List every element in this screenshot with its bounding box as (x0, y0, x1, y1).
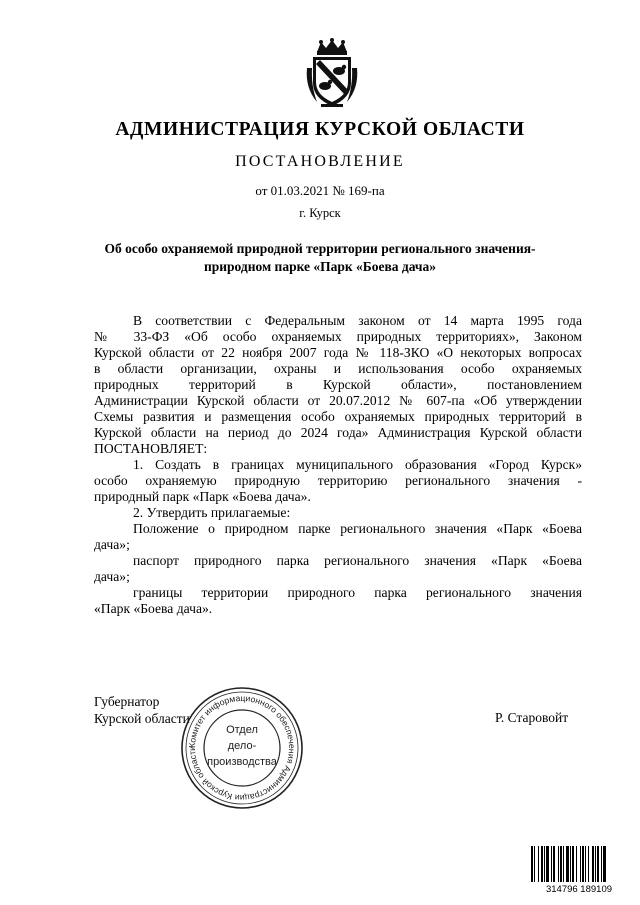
body-line: № 33-ФЗ «Об особо охраняемых природных территориях», Законом (94, 329, 582, 344)
body-line: Курской области от 22 ноября 2007 года № 118-ЗКО «О некоторых вопросах (94, 345, 582, 360)
barcode-bar (570, 846, 571, 882)
document-title (0, 240, 640, 276)
barcode-bar (541, 846, 543, 882)
body-line: В соответствии с Федеральным законом от 14 марта 1995 года (133, 313, 582, 328)
body-line: Схемы развития и размещения особо охраняемых природных территорий в (94, 409, 582, 424)
barcode-bar (595, 846, 596, 882)
body-line: особо охраняемую природную территорию регионального значения - (94, 473, 582, 488)
barcode-bar (588, 846, 589, 882)
stamp-center-line: производства (207, 756, 277, 768)
body-line: 2. Утвердить прилагаемые: (133, 505, 291, 520)
signatory-name: Р. Старовойт (495, 710, 569, 725)
official-stamp (177, 683, 307, 813)
barcode-bar (531, 846, 533, 882)
barcode-bar (560, 846, 562, 882)
barcode-bar (538, 846, 539, 882)
barcode (531, 846, 627, 894)
body-line: природный парк «Парк «Боева дача». (94, 489, 311, 504)
signatory-position-line: Губернатор (94, 694, 160, 709)
stamp-center-line: Отдел (226, 724, 258, 736)
barcode-bar (585, 846, 586, 882)
barcode-bar (544, 846, 545, 882)
barcode-bar (534, 846, 535, 882)
barcode-bar (553, 846, 555, 882)
barcode-bar (572, 846, 574, 882)
body-line: дача»; (94, 537, 130, 552)
barcode-number: 314796 189109 (545, 884, 613, 894)
body-line: ПОСТАНОВЛЯЕТ: (94, 441, 208, 456)
body-line: природных территорий в Курской области», постановлением (94, 377, 582, 392)
body-line: «Парк «Боева дача». (94, 601, 213, 616)
barcode-bar (582, 846, 584, 882)
body-line: 1. Создать в границах муниципального образования «Город Курск» (133, 457, 582, 472)
barcode-bar (566, 846, 569, 882)
document-type: ПОСТАНОВЛЕНИЕ (235, 153, 405, 170)
barcode-bar (597, 846, 599, 882)
barcode-bar (563, 846, 564, 882)
barcode-bar (546, 846, 549, 882)
barcode-bar (592, 846, 594, 882)
body-line: Администрации Курской области от 20.07.2012 № 607-па «Об утверждении (94, 393, 582, 408)
barcode-bar (580, 846, 581, 882)
barcode-bar (576, 846, 577, 882)
stamp-center-line: дело- (227, 740, 257, 752)
document-date-number: от 01.03.2021 № 169-па (255, 183, 385, 198)
body-line: дача»; (94, 569, 130, 584)
body-line: Курской области на период до 2024 года» Администрация Курской области (94, 425, 582, 440)
document-title-line: природном парке «Парк «Боева дача» (203, 259, 437, 274)
signatory-position-line: Курской области (94, 711, 190, 726)
organization-name: АДМИНИСТРАЦИЯ КУРСКОЙ ОБЛАСТИ (115, 119, 525, 140)
barcode-bar (558, 846, 559, 882)
coat-of-arms-icon (303, 38, 361, 110)
body-line: границы территории природного парка регионального значения (133, 585, 582, 600)
barcode-bar (603, 846, 606, 882)
body-line: паспорт природного парка регионального значения «Парк «Боева (133, 553, 582, 568)
document-city: г. Курск (299, 206, 341, 220)
barcode-bar (551, 846, 552, 882)
signatory-position (94, 693, 190, 727)
barcode-bar (601, 846, 602, 882)
body-line: в области организации, охраны и использования особо охраняемых (94, 361, 582, 376)
stamp-ring-text: Комитет информационного обеспечения Администрации Курской области (186, 692, 298, 804)
body-line: Положение о природном парке регионального значения «Парк «Боева (133, 521, 582, 536)
document-title-line: Об особо охраняемой природной территории регионального значения- (104, 241, 536, 256)
